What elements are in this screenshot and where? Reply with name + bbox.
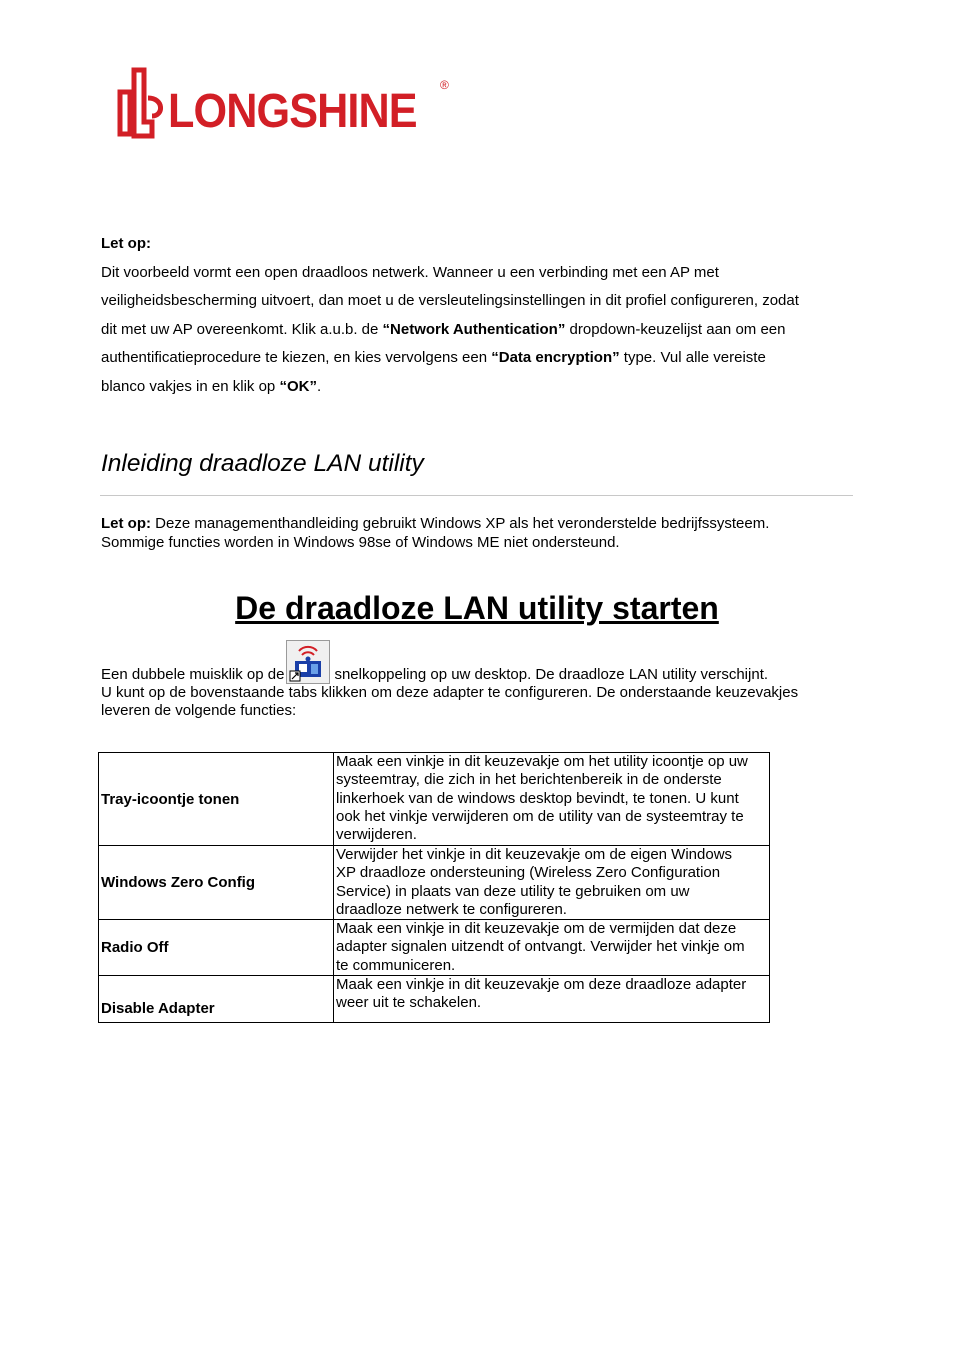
table-row <box>99 753 770 846</box>
feature-description: Maak een vinkje in dit keuzevakje om het utility icoontje op uw systeemtray, die zich in het berichtenbereik in de onderste linkerhoek van de windows desktop bevindt, te tonen. U kunt ook het vinkje verwijderen om de utility van de systeemtray te verwijderen. <box>334 753 770 846</box>
note-line: authentificatieprocedure te kiezen, en kies vervolgens een “Data encryption” type. Vul alle vereiste <box>101 349 766 367</box>
note-block <box>101 230 861 402</box>
intro-paragraph: Een dubbele muisklik op de snelkoppeling op uw desktop. De draadloze LAN utility verschijnt. U kunt op de bovenstaande tabs klikken om deze adapter te configureren. De onderstaande keuzevakjes leveren de volgende functies: <box>101 638 861 720</box>
feature-name: Disable Adapter <box>99 976 334 1023</box>
feature-name: Windows Zero Config <box>99 846 334 920</box>
note2-label: Let op: <box>101 515 151 532</box>
wlan-utility-shortcut-icon <box>286 640 330 684</box>
page-title: De draadloze LAN utility starten <box>235 590 719 626</box>
note2-paragraph: Let op: Deze managementhandleiding gebruikt Windows XP als het veronderstelde bedrijfssysteem. Sommige functies worden in Windows 98se of Windows ME niet ondersteund. <box>101 515 770 551</box>
divider <box>100 495 853 496</box>
note-line: dit met uw AP overeenkomt. Klik a.u.b. de “Network Authentication” dropdown-keuzelijst aan om een <box>101 320 786 338</box>
longshine-logo <box>112 64 457 146</box>
table-row <box>99 976 770 1023</box>
table-row <box>99 920 770 976</box>
section-heading: Inleiding draadloze LAN utility <box>101 450 424 477</box>
feature-description: Maak een vinkje in dit keuzevakje om de vermijden dat deze adapter signalen uitzendt of ontvangt. Verwijder het vinkje om te communiceren. <box>334 920 770 976</box>
note-line: veiligheidsbescherming uitvoert, dan moet u de versleutelingsinstellingen in dit profiel configureren, zodat <box>101 292 799 310</box>
longshine-emblem-icon <box>112 64 172 146</box>
logo-wordmark: LONGSHINE <box>168 85 417 138</box>
feature-description: Verwijder het vinkje in dit keuzevakje om de eigen Windows XP draadloze ondersteuning (Wireless Zero Configuration Service) in plaats van deze utility te gebruiken om uw draadloze netwerk te configureren. <box>334 846 770 920</box>
note-label: Let op: <box>101 235 151 252</box>
network-authentication-term: “Network Authentication” <box>382 320 566 338</box>
table-row <box>99 846 770 920</box>
features-table <box>98 752 770 1023</box>
note-line: Dit voorbeeld vormt een open draadloos netwerk. Wanneer u een verbinding met een AP met <box>101 263 719 281</box>
data-encryption-term: “Data encryption” <box>491 349 620 367</box>
feature-description: Maak een vinkje in dit keuzevakje om deze draadloze adapter weer uit te schakelen. <box>334 976 770 1023</box>
feature-name: Tray-icoontje tonen <box>99 753 334 846</box>
feature-name: Radio Off <box>99 920 334 976</box>
note-line: blanco vakjes in en klik op “OK”. <box>101 377 322 395</box>
ok-term: “OK” <box>279 377 317 395</box>
registered-mark: ® <box>440 78 449 92</box>
